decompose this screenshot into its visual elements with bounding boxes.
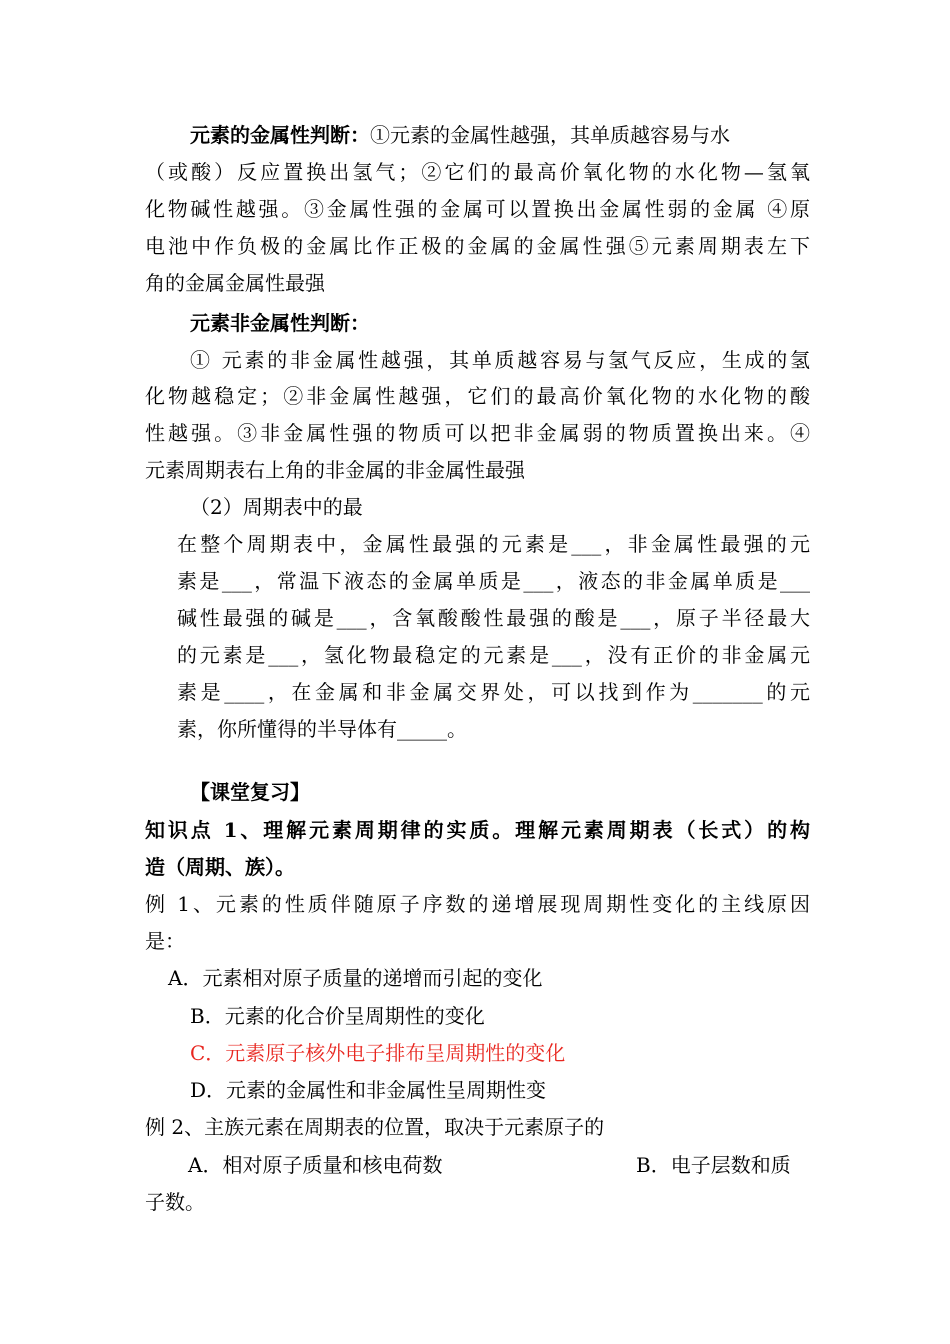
knowledge-point-line-1: 知识点 1、理解元素周期律的实质。理解元素周期表（长式）的构 — [145, 818, 810, 842]
metal-judgment-heading: 元素的金属性判断： — [190, 123, 370, 147]
review-heading: 【课堂复习】 — [190, 780, 310, 804]
example2-option-a: A．相对原子质量和核电荷数 — [188, 1153, 443, 1177]
knowledge-point-line-2: 造（周期、族）。 — [145, 855, 295, 879]
example1-question-line-1: 例 1、元素的性质伴随原子序数的递增展现周期性变化的主线原因 — [145, 892, 810, 916]
example1-option-a: A．元素相对原子质量的递增而引起的变化 — [168, 966, 543, 990]
example1-question-line-2: 是： — [145, 929, 185, 953]
nonmetal-judgment-line-3: 性越强。③非金属性强的物质可以把非金属弱的物质置换出来。④ — [145, 421, 810, 445]
metal-judgment-line-2: （或酸）反应置换出氢气；②它们的最高价氧化物的水化物—氢氧 — [145, 160, 810, 184]
nonmetal-judgment-line-2: 化物越稳定；②非金属性越强，它们的最高价氧化物的水化物的酸 — [145, 384, 810, 408]
extremes-line-1: 在整个周期表中，金属性最强的元素是___，非金属性最强的元 — [177, 532, 810, 556]
extremes-line-2: 素是___，常温下液态的金属单质是___，液态的非金属单质是___ — [177, 569, 810, 593]
example2-question: 例 2、主族元素在周期表的位置，取决于元素原子的 — [145, 1115, 605, 1139]
example2-option-b: B．电子层数和质 — [636, 1153, 791, 1177]
example1-option-b: B．元素的化合价呈周期性的变化 — [190, 1004, 485, 1028]
extremes-line-4: 的元素是___，氢化物最稳定的元素是___，没有正价的非金属元 — [177, 643, 810, 667]
example1-option-d: D．元素的金属性和非金属性呈周期性变 — [190, 1078, 547, 1102]
metal-judgment-line-4: 电池中作负极的金属比作正极的金属的金属性强⑤元素周期表左下 — [145, 234, 810, 258]
nonmetal-judgment-line-1: ① 元素的非金属性越强，其单质越容易与氢气反应，生成的氢 — [190, 348, 810, 372]
extremes-line-6: 素，你所懂得的半导体有_____。 — [177, 717, 467, 741]
metal-judgment-line-3: 化物碱性越强。③金属性强的金属可以置换出金属性弱的金属 ④原 — [145, 197, 810, 221]
example1-option-c-correct: C．元素原子核外电子排布呈周期性的变化 — [190, 1041, 566, 1065]
example2-option-b-continued: 子数。 — [145, 1190, 205, 1214]
extremes-heading: （2）周期表中的最 — [190, 495, 363, 519]
metal-judgment-text: ①元素的金属性越强，其单质越容易与水 — [370, 123, 730, 147]
extremes-line-3: 碱性最强的碱是___，含氧酸酸性最强的酸是___，原子半径最大 — [177, 606, 810, 630]
metal-judgment-line-1 — [190, 123, 810, 147]
nonmetal-judgment-heading: 元素非金属性判断： — [190, 311, 370, 335]
metal-judgment-line-5: 角的金属金属性最强 — [145, 271, 325, 295]
extremes-line-5: 素是____，在金属和非金属交界处，可以找到作为_______的元 — [177, 680, 810, 704]
nonmetal-judgment-line-4: 元素周期表右上角的非金属的非金属性最强 — [145, 458, 525, 482]
